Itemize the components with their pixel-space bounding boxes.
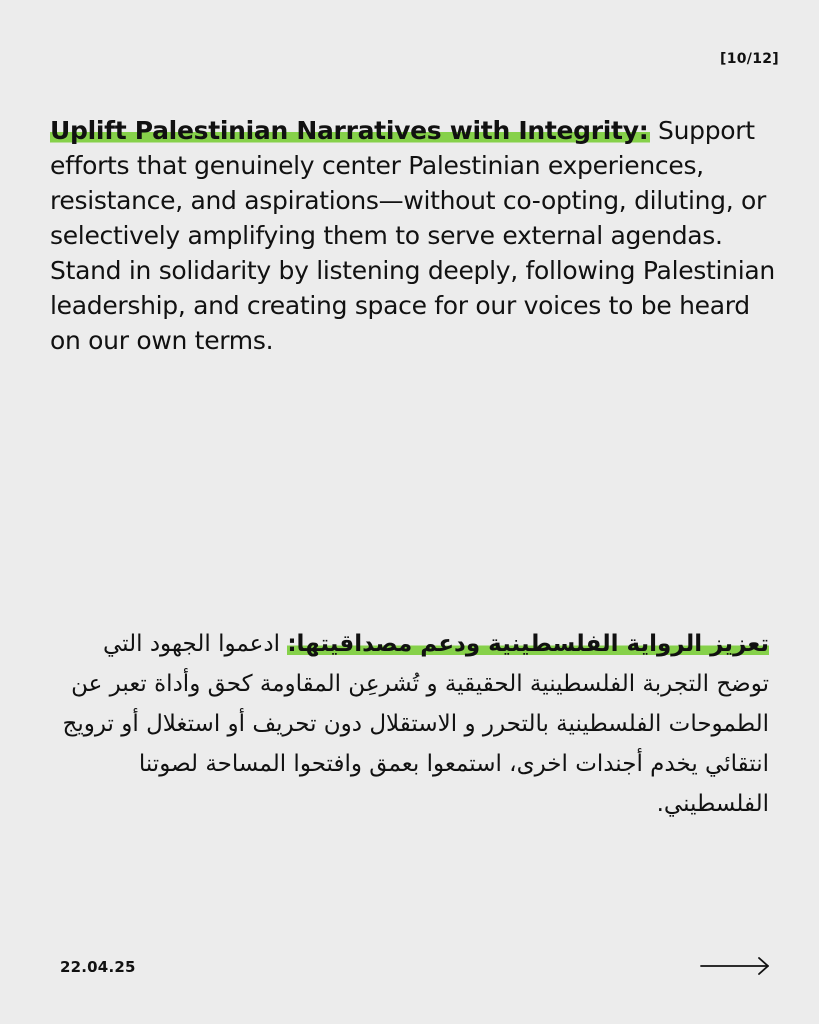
arabic-heading: تعزيز الرواية الفلسطينية ودعم مصداقيتها: xyxy=(287,631,769,657)
page-counter: [10/12] xyxy=(720,51,779,67)
english-body: Support efforts that genuinely center Palestinian experiences, resistance, and aspirations—without co-opting, diluting, or selectively amplifying them to serve external agendas. Stand in solidarity by listening deeply, following Palestinian leadership, and creating space for our voices to be heard on our own terms. xyxy=(50,116,775,355)
arabic-section xyxy=(54,624,769,824)
english-heading: Uplift Palestinian Narratives with Integrity: xyxy=(50,116,649,145)
arabic-body: ادعموا الجهود التي توضح التجربة الفلسطينية الحقيقية و تُشرعِن المقاومة كحق وأداة تعبر عن الطموحات الفلسطينية بالتحرر و الاستقلال دون تحريف أو استغلال أو ترويج انتقائي يخدم أجندات اخرى، استمعوا بعمق وافتحوا المساحة لصوتنا الفلسطيني. xyxy=(62,631,769,817)
english-section xyxy=(50,113,780,358)
arrow-right-icon[interactable] xyxy=(700,953,772,979)
footer-date: 22.04.25 xyxy=(60,958,136,976)
